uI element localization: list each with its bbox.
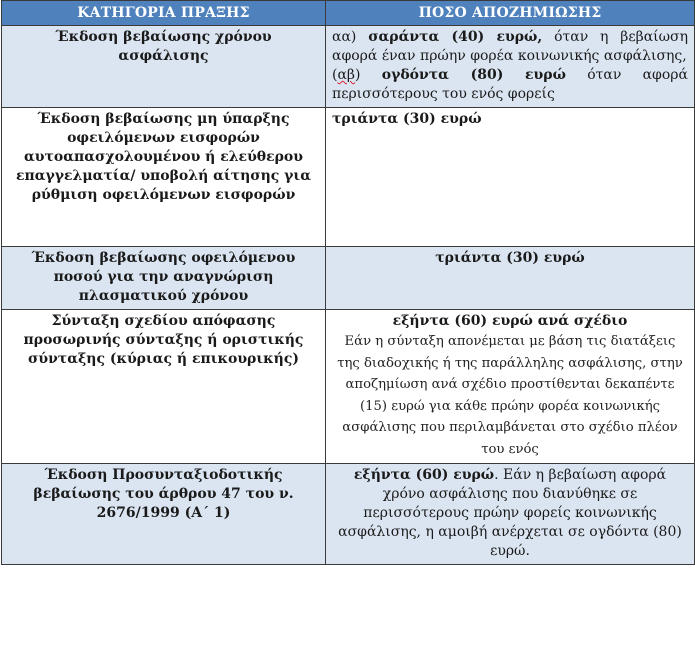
amount-bold: εξήντα (60) ευρώ: [353, 467, 495, 483]
amount-text: όταν αφορά περισσότερους του ενός φορείς: [332, 67, 688, 102]
category-cell: Έκδοση βεβαίωσης χρόνου ασφάλισης: [2, 26, 326, 108]
amount-bold: σαράντα (40) ευρώ,: [368, 29, 543, 45]
amount-cell: [326, 26, 695, 108]
table-row: [2, 310, 695, 464]
amount-cell: τριάντα (30) ευρώ: [326, 247, 695, 310]
amount-prefix-open: (: [332, 67, 338, 83]
amount-prefix: αα): [332, 29, 369, 45]
amount-bold: ογδόντα (80) ευρώ: [381, 67, 566, 83]
amount-prefix-close: ): [355, 67, 382, 83]
amount-text: . Εάν η βεβαίωση αφορά χρόνο ασφάλισης που διανύθηκε σε περισσότερους πρώην φορείς κοινωνικής ασφάλισης, η αμοιβή ανέρχεται σε ογδόντα (80) ευρώ.: [338, 467, 682, 559]
amount-cell: [326, 464, 695, 565]
header-category: ΚΑΤΗΓΟΡΙΑ ΠΡΑΞΗΣ: [2, 1, 326, 26]
amount-note: Εάν η σύνταξη απονέμεται με βάση τις διατάξεις της διαδοχικής ή της παράλληλης ασφάλισης, στην αποζημίωση ανά σχέδιο προστίθενται δεκαπέντε (15) ευρώ για κάθε πρώην φορέα κοινωνικής ασφάλισης που περιλαμβάνεται στο σχέδιο πλέον του ενός: [337, 334, 683, 457]
category-cell: Έκδοση βεβαίωσης μη ύπαρξης οφειλόμενων εισφορών αυτοαπασχολουμένου ή ελεύθερου επαγγελματία/ υποβολή αίτησης για ρύθμιση οφειλόμενων εισφορών: [2, 108, 326, 247]
amount-cell: τριάντα (30) ευρώ: [326, 108, 695, 247]
category-cell: Έκδοση Προσυνταξιοδοτικής βεβαίωσης του άρθρου 47 του ν. 2676/1999 (Α΄ 1): [2, 464, 326, 565]
header-amount: ΠΟΣΟ ΑΠΟΖΗΜΙΩΣΗΣ: [326, 1, 695, 26]
amount-prefix-mark: αβ: [337, 67, 356, 83]
amount-text: όταν η βεβαίωση αφορά έναν πρώην φορέα κοινωνικής ασφάλισης,: [332, 29, 689, 64]
table-row: [2, 247, 695, 310]
table-header-row: [2, 1, 695, 26]
table-row: [2, 464, 695, 565]
category-cell: Σύνταξη σχεδίου απόφασης προσωρινής σύνταξης ή οριστικής σύνταξης (κύριας ή επικουρικής): [2, 310, 326, 464]
table-row: [2, 26, 695, 108]
category-cell: Έκδοση βεβαίωσης οφειλόμενου ποσού για την αναγνώριση πλασματικού χρόνου: [2, 247, 326, 310]
fee-table: [1, 0, 695, 565]
table-row: [2, 108, 695, 247]
amount-heading: εξήντα (60) ευρώ ανά σχέδιο: [392, 313, 628, 329]
amount-cell: [326, 310, 695, 464]
